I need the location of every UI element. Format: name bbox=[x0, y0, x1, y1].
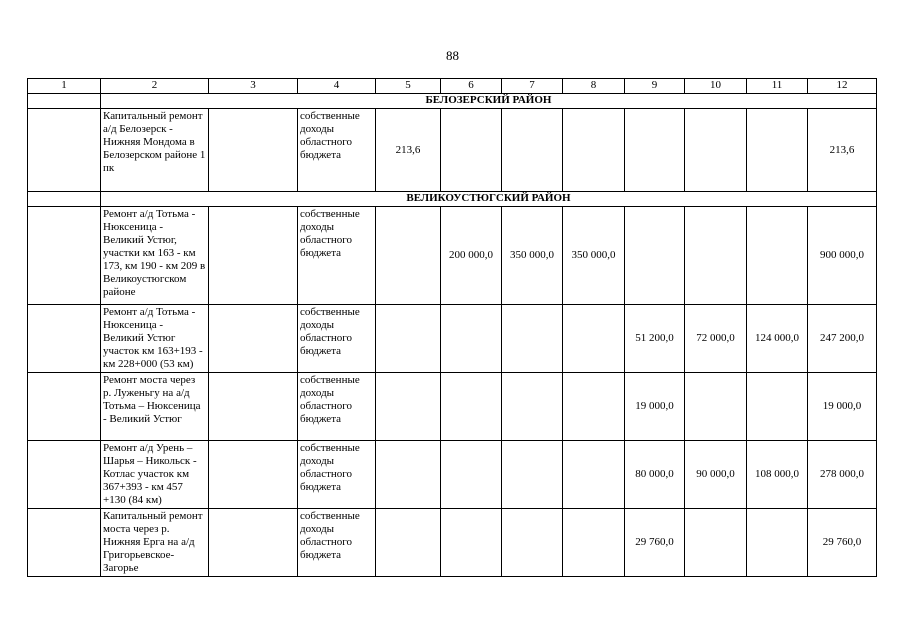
cell-c5: 213,6 bbox=[376, 109, 441, 192]
column-number: 5 bbox=[376, 79, 441, 94]
column-number: 3 bbox=[209, 79, 298, 94]
cell-object-name: Ремонт моста через р. Луженьгу на а/д Тотьма – Нюксеница - Великий Устюг bbox=[101, 373, 209, 441]
cell-object-name: Ремонт а/д Урень – Шарья – Никольск - Котлас участок км 367+393 - км 457 +130 (84 км) bbox=[101, 441, 209, 509]
cell-total: 278 000,0 bbox=[808, 441, 877, 509]
cell-c7 bbox=[502, 441, 563, 509]
cell-c9: 29 760,0 bbox=[625, 509, 685, 577]
table-row bbox=[28, 109, 877, 192]
cell-c7 bbox=[502, 109, 563, 192]
cell-c10 bbox=[685, 373, 747, 441]
table-row bbox=[28, 373, 877, 441]
cell-c5 bbox=[376, 373, 441, 441]
cell-funding-source: собственные доходы областного бюджета bbox=[298, 373, 376, 441]
cell-total: 900 000,0 bbox=[808, 207, 877, 305]
cell-c6 bbox=[441, 509, 502, 577]
cell-c3 bbox=[209, 373, 298, 441]
column-number-row bbox=[28, 79, 877, 94]
cell-c7 bbox=[502, 373, 563, 441]
cell-c5 bbox=[376, 509, 441, 577]
table-row bbox=[28, 207, 877, 305]
cell-c11 bbox=[747, 207, 808, 305]
cell-c5 bbox=[376, 305, 441, 373]
column-number: 8 bbox=[563, 79, 625, 94]
cell-c9 bbox=[625, 207, 685, 305]
column-number: 1 bbox=[28, 79, 101, 94]
cell-c7: 350 000,0 bbox=[502, 207, 563, 305]
cell-c3 bbox=[209, 109, 298, 192]
cell-c9: 51 200,0 bbox=[625, 305, 685, 373]
column-number: 9 bbox=[625, 79, 685, 94]
column-number: 10 bbox=[685, 79, 747, 94]
cell-c11 bbox=[747, 509, 808, 577]
table-row bbox=[28, 441, 877, 509]
section-title: БЕЛОЗЕРСКИЙ РАЙОН bbox=[101, 94, 877, 109]
cell-funding-source: собственные доходы областного бюджета bbox=[298, 509, 376, 577]
cell-c6 bbox=[441, 441, 502, 509]
cell-c9: 80 000,0 bbox=[625, 441, 685, 509]
cell-funding-source: собственные доходы областного бюджета bbox=[298, 207, 376, 305]
cell-c8 bbox=[563, 373, 625, 441]
cell-c8 bbox=[563, 509, 625, 577]
cell-object-name: Ремонт а/д Тотьма - Нюксеница - Великий Устюг участок км 163+193 - км 228+000 (53 км) bbox=[101, 305, 209, 373]
cell-c10 bbox=[685, 509, 747, 577]
cell-c3 bbox=[209, 207, 298, 305]
cell-funding-source: собственные доходы областного бюджета bbox=[298, 441, 376, 509]
cell-c5 bbox=[376, 441, 441, 509]
table-row bbox=[28, 305, 877, 373]
cell-c6: 200 000,0 bbox=[441, 207, 502, 305]
cell-c11: 108 000,0 bbox=[747, 441, 808, 509]
cell-total: 213,6 bbox=[808, 109, 877, 192]
cell-c9 bbox=[625, 109, 685, 192]
section-header-row bbox=[28, 192, 877, 207]
cell-object-name: Капитальный ремонт моста через р. Нижняя Ерга на а/д Григорьевское-Загорье bbox=[101, 509, 209, 577]
budget-table bbox=[27, 78, 877, 577]
cell-c1 bbox=[28, 373, 101, 441]
cell-total: 29 760,0 bbox=[808, 509, 877, 577]
cell-c11 bbox=[747, 109, 808, 192]
cell-c9: 19 000,0 bbox=[625, 373, 685, 441]
cell-funding-source: собственные доходы областного бюджета bbox=[298, 109, 376, 192]
cell-c10: 72 000,0 bbox=[685, 305, 747, 373]
column-number: 7 bbox=[502, 79, 563, 94]
cell-c1 bbox=[28, 109, 101, 192]
cell-c6 bbox=[441, 109, 502, 192]
cell-c3 bbox=[209, 305, 298, 373]
cell-total: 247 200,0 bbox=[808, 305, 877, 373]
cell-c1 bbox=[28, 509, 101, 577]
cell-c8 bbox=[563, 109, 625, 192]
cell-c10: 90 000,0 bbox=[685, 441, 747, 509]
page-number: 88 bbox=[446, 48, 459, 63]
cell-c11 bbox=[747, 373, 808, 441]
cell-c8: 350 000,0 bbox=[563, 207, 625, 305]
column-number: 11 bbox=[747, 79, 808, 94]
cell-c10 bbox=[685, 207, 747, 305]
cell-object-name: Ремонт а/д Тотьма - Нюксеница - Великий Устюг, участки км 163 - км 173, км 190 - км 209 в Великоустюгском районе bbox=[101, 207, 209, 305]
column-number: 2 bbox=[101, 79, 209, 94]
column-number: 12 bbox=[808, 79, 877, 94]
cell-c8 bbox=[563, 441, 625, 509]
section-header-row bbox=[28, 94, 877, 109]
cell-c3 bbox=[209, 509, 298, 577]
column-number: 4 bbox=[298, 79, 376, 94]
cell-c5 bbox=[376, 207, 441, 305]
section-title: ВЕЛИКОУСТЮГСКИЙ РАЙОН bbox=[101, 192, 877, 207]
cell-c8 bbox=[563, 305, 625, 373]
cell-c3 bbox=[209, 441, 298, 509]
cell-c7 bbox=[502, 509, 563, 577]
cell-c6 bbox=[441, 373, 502, 441]
cell-c11: 124 000,0 bbox=[747, 305, 808, 373]
cell-c6 bbox=[441, 305, 502, 373]
cell-c1 bbox=[28, 441, 101, 509]
cell-c7 bbox=[502, 305, 563, 373]
cell-c1 bbox=[28, 207, 101, 305]
cell-c10 bbox=[685, 109, 747, 192]
column-number: 6 bbox=[441, 79, 502, 94]
table-row bbox=[28, 509, 877, 577]
cell-funding-source: собственные доходы областного бюджета bbox=[298, 305, 376, 373]
cell-object-name: Капитальный ремонт а/д Белозерск - Нижняя Мондома в Белозерском районе 1 пк bbox=[101, 109, 209, 192]
cell-c1 bbox=[28, 305, 101, 373]
cell-total: 19 000,0 bbox=[808, 373, 877, 441]
